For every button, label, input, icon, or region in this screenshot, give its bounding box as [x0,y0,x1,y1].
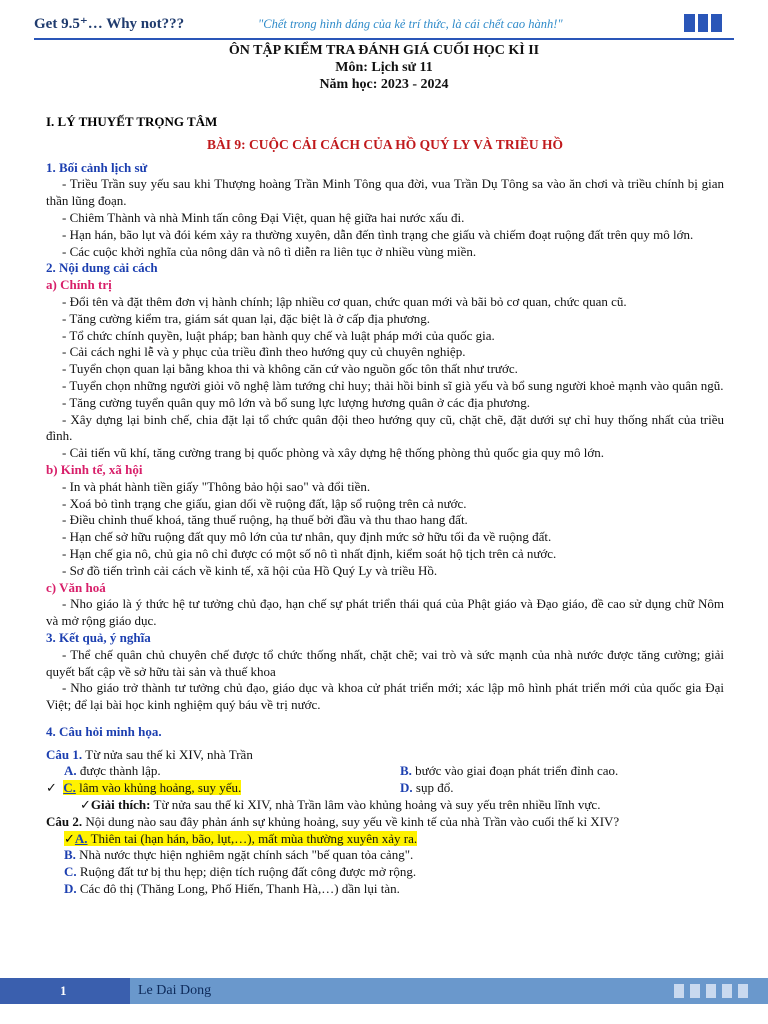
header-divider [34,38,734,40]
header-quote: "Chết trong hình dáng của kẻ trí thức, là cái chết cao hành!" [258,17,563,31]
school-year-line: Năm học: 2023 - 2024 [319,77,449,92]
list-item: - Hạn hán, bão lụt và đói kém xảy ra thường xuyên, dẫn đến tình trạng che giấu và chiếm đoạt ruộng đất trên quy mô lớn. [62,226,694,242]
list-item: - Hạn chế sở hữu ruộng đất quy mô lớn của tư nhân, quy định mức sở hữu tối đa về ruộng đất. [62,529,552,545]
option-a[interactable]: ✓A. Thiên tai (hạn hán, bão, lụt,…), mất mùa thường xuyên xảy ra. [64,830,418,846]
subheading-culture: c) Văn hoá [46,579,106,595]
list-item: - Chiêm Thành và nhà Minh tấn công Đại Việt, quan hệ giữa hai nước xấu đi. [62,209,465,225]
list-item: - Các cuộc khởi nghĩa của nông dân và nô tì diễn ra liên tục ở nhiều vùng miền. [62,243,477,259]
lesson-title: BÀI 9: CUỘC CẢI CÁCH CỦA HỒ QUÝ LY VÀ TRIỀU HỒ [207,136,563,152]
option-a[interactable]: A. được thành lập. [64,763,161,779]
list-item: - Xoá bỏ tình trạng che giấu, gian dối về ruộng đất, lập sổ ruộng trên cả nước. [62,495,467,511]
part1-heading: 1. Bối cảnh lịch sử [46,159,148,175]
checkmark-icon: ✓ [80,797,91,813]
section-heading: I. LÝ THUYẾT TRỌNG TÂM [46,114,218,129]
option-c[interactable]: C. Ruộng đất tư bị thu hẹp; diện tích ruộng đất công được mở rộng. [64,864,417,880]
question-label: Câu 2. [46,813,83,829]
question-text: Từ nửa sau thế kỉ XIV, nhà Trần [85,746,253,762]
part2-heading: 2. Nội dung cải cách [46,260,158,276]
list-item: - Thể chế quân chủ chuyên chế được tổ chức thống nhất, chặt chẽ; vai trò và sức mạnh của nhà nước được tăng cường; giải quyết bất cập về sở hữu tài sản và thuế khoa [46,646,724,679]
option-d[interactable]: D. sụp đổ. [400,780,454,796]
list-item: - Tăng cường kiểm tra, giám sát quan lại, đặc biệt là ở cấp địa phương. [62,310,431,326]
list-item: - Sơ đồ tiến trình cải cách về kinh tế, xã hội của Hồ Quý Ly và triều Hồ. [62,562,438,578]
list-item: - Nho giáo trở thành tư tưởng chủ đạo, giáo dục và khoa cử phát triển mới; xác lập mô hình phát triển mới của quốc gia Đại Việt; để lại bài học kinh nghiệm quý báu về trị nước. [46,680,724,713]
list-item: - In và phát hành tiền giấy "Thông bảo hội sao" và đổi tiền. [62,478,371,494]
list-item: - Tổ chức chính quyền, luật pháp; ban hành quy chế và luật pháp mới của quốc gia. [62,327,495,343]
list-item: - Đổi tên và đặt thêm đơn vị hành chính; lập nhiều cơ quan, chức quan mới và bãi bỏ cơ quan, chức quan cũ. [62,293,627,309]
option-c[interactable]: ✓ C. lâm vào khủng hoảng, suy yếu. [46,780,242,796]
list-item: - Nho giáo là ý thức hệ tư tưởng chủ đạo, hạn chế sự phát triển thái quá của Phật giáo và Đạo giáo, đề cao sử dụng chữ Nôm và mở rộng giáo dục. [46,596,724,629]
question-2 [46,814,724,831]
list-item: - Cải cách nghi lễ và y phục của triều đình theo hướng quy củ chuyên nghiệp. [62,344,466,360]
list-item: - Hạn chế gia nô, chủ gia nô chỉ được có một số nô tì nhất định, kiểm soát hộ tịch trên cả nước. [62,545,557,561]
checkmark-icon: ✓ [46,780,57,796]
list-item: - Tuyển chọn quan lại bằng khoa thi và không căn cứ vào nguồn gốc tôn thất như trước. [62,361,518,377]
document-body [46,104,724,898]
question-text: Nội dung nào sau đây phản ánh sự khủng hoảng, suy yếu về kinh tế của nhà Trần vào cuối thế kỉ XIV? [85,813,620,829]
option-b[interactable]: B. Nhà nước thực hiện nghiêm ngặt chính sách "bế quan tỏa cảng". [64,847,414,863]
header-slogan: Get 9.5⁺… Why not??? [34,16,185,32]
list-item: - Điều chỉnh thuế khoá, tăng thuế ruộng, hạ thuế bởi đầu và thu thao hang đất. [62,512,468,528]
subheading-politics: a) Chính trị [46,277,112,293]
option-b[interactable]: B. bước vào giai đoạn phát triển đỉnh cao. [400,763,619,779]
checkmark-icon: ✓ [64,830,75,846]
question-label: Câu 1. [46,746,83,762]
footer-author: Le Dai Dong [138,983,212,998]
list-item: - Xây dựng lại binh chế, chia đặt lại tổ chức quân đội theo hướng quy cũ, chặt chẽ, đặt dưới sự chỉ huy thống nhất của triều đình. [46,411,724,444]
footer-decoration [674,984,748,998]
page-number: 1 [0,978,130,1004]
answer-options [46,763,724,797]
title-line: ÔN TẬP KIỂM TRA ĐÁNH GIÁ CUỐI HỌC KÌ II [228,43,540,58]
list-item: - Cải tiến vũ khí, tăng cường trang bị quốc phòng và xây dựng hệ thống phòng thủ quốc gia quy mô lớn. [62,445,604,461]
part4-heading: 4. Câu hỏi minh họa. [46,723,162,739]
list-item: - Triều Trần suy yếu sau khi Thượng hoàng Trần Minh Tông qua đời, vua Trần Dụ Tông sa vào ăn chơi và triều chính bị gian thần lũng đoạn. [46,176,724,209]
document-title [0,42,768,93]
list-item: - Tuyển chọn những người giỏi võ nghệ làm tướng chỉ huy; thải hồi binh sĩ già yếu và bổ sung người khoẻ mạnh vào quân ngũ. [62,377,724,393]
option-d[interactable]: D. Các đô thị (Thăng Long, Phố Hiến, Thanh Hà,…) dần lụi tàn. [64,881,400,897]
explanation: ✓Giải thích: Từ nửa sau thế kỉ XIV, nhà Trần lâm vào khủng hoảng và suy yếu trên nhiều lĩnh vực. [80,797,601,813]
book-logo-icon [684,14,722,32]
subheading-economy: b) Kinh tế, xã hội [46,461,143,477]
list-item: - Tăng cường tuyển quân quy mô lớn và bổ sung lực lượng hương quân ở các địa phương. [62,394,530,410]
part3-heading: 3. Kết quả, ý nghĩa [46,629,151,645]
subject-line: Môn: Lịch sử 11 [335,60,433,75]
question-1 [46,747,724,764]
